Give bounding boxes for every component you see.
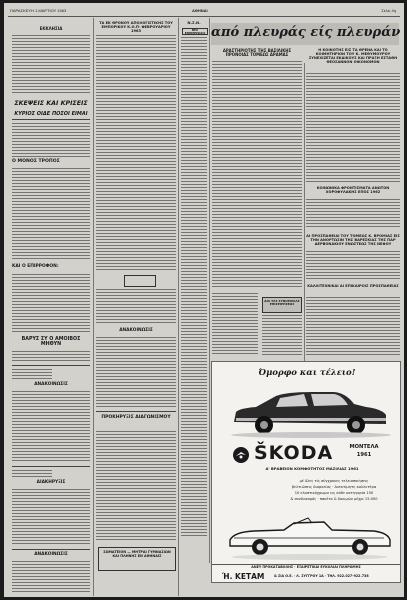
divider <box>12 549 90 550</box>
col2-bottom-box <box>98 547 176 571</box>
text-block <box>12 369 52 379</box>
column-divider <box>178 18 179 596</box>
ad-brand: ŠKODA <box>254 442 334 464</box>
ad-award: Α' ΒΡΑΒΕΙΟΝ ΚΟΜΦΟΤΗΤΟΣ ΜΑΣΙΛΙΑΣ 1961 <box>265 466 359 471</box>
text-block <box>12 168 90 261</box>
skoda-convertible-image <box>224 510 394 562</box>
page-header <box>4 8 404 15</box>
text-block <box>262 315 302 355</box>
text-block <box>212 293 258 355</box>
story-3-heading: ΚΟΙΝΩΝΙΚΑ ΦΡΟΝΤΙΣΜΑΤΑ ΑΝΩΤΟΝ ΧΟΡΟΦΥΛΑΚΗΣ ΕΠΟΣ 1962 <box>316 186 390 194</box>
ad-dealer-address: & ΣΙΑ Ο.Ε. · Λ. ΣΥΓΓΡΟΥ 1Α · ΤΗΛ. 922.027-922.738 <box>274 574 369 578</box>
col3-top-heading: Ν.Σ.Ν. <box>187 20 201 25</box>
ad-body-line2: βελτιώσεις διαρκείας · Ανεκτίμητη καλλυτέρα <box>291 485 377 489</box>
text-block <box>306 297 400 355</box>
skoda-sedan-image <box>216 382 398 440</box>
column-divider <box>304 63 305 363</box>
masthead-title: από πλευράς είς πλευράν <box>211 25 401 40</box>
column-divider <box>93 18 94 596</box>
text-block <box>212 61 302 289</box>
col3-sub-box-text: ΝΕΑ ΕΝΗΜΕΡΩΣΙΣ <box>184 28 206 36</box>
announcement-1: ΑΝΑΚΟΙΝΩΣΙΣ <box>34 382 68 387</box>
story-5-heading: ΚΑΛΛΙΤΕΧΝΙΚΑΙ ΑΙ ΕΠΙΚΑΙΡΟΙΣ ΠΡΟΣΠΑΘΕΙΑΣ <box>307 284 399 288</box>
text-block <box>12 351 90 361</box>
text-block <box>12 35 90 93</box>
text-block <box>12 489 90 545</box>
ad-body-line1: μέ δλες τίς σύγχρονες τελειοποιήσεις <box>299 479 369 483</box>
divider <box>12 365 90 366</box>
col2-lower-heading-2: ΠΡΟΚΗΡΥΞΙΣ ΔΙΑΓΩΝΙΣΜΟΥ <box>101 415 171 420</box>
right-label-box <box>262 297 302 313</box>
text-block <box>12 470 52 478</box>
sub-heading: ΚΥΡΙΟΣ ΟΙΔΕ ΠΟΣΟΙ ΕΙΜΑΙ <box>12 111 90 120</box>
col3-sub-box <box>182 28 208 35</box>
ad-body-line3: 10 ελαστικόχρωμα εις κάθε κατηγορία 150 <box>294 491 374 495</box>
story-2-heading: Η ΚΟΙΝΟΤΗΣ ΕΙΣ ΤΑ ΘΡΕΝΑ ΚΑΙ ΤΟ ΚΟΙΜΗΤΗΡΙΟΝ ΤΟΥ Κ. ΜΕΘΥΜΟΥΡΟΥ ΣΥΝΕΧΙΖΕΤΑΙ ΕΚΔΙΚΟΥΣ ΚΑΙ ΠΡΑΞΗ ΕΣΤΑΘΗ ΘΕΟΣΑΝΝΟΝ ΟΙΚΟΝΟΜΟΝ <box>308 48 398 64</box>
article-title: Ο ΜΟΝΟΣ ΤΡΟΠΟΣ <box>12 159 60 164</box>
col2-bottom-box-text: ΣΩΜΑΤΕΙΟΝ — ΜΗΤΡΑΙ ΓΥΜΝΑΣΙΩΝ ΚΑΙ ΠΛΗΝΗΣ ΕΝ ΑΘΗΝΑΙΣ <box>103 550 171 558</box>
story-4-heading: ΑΙ ΠΡΟΣΠΑΘΕΙΑΙ ΤΟΥ ΤΟΜΕΩΣ Κ. ΒΡΟΜΙΑΣ ΕΙΣ ΤΗΝ ΑΝΟΡΤΩΣΙΝ ΤΗΣ ΒΑΡΕΣΚΙΑΣ ΤΗΣ ΠΑΡ ΔΕΡΒΟΝΑΚΙΟΥ ΕΝΩΣΤΕΩΣ ΤΗΣ ΝΕΦΟΥ <box>306 234 400 246</box>
col2-top-heading: ΤΑ ΕΚ ΘΡΟΝΟΥ ΑΠΟΛΟΓΙΣΤΙΚΗΣ ΤΟΥ ΕΜΠΟΡΙΚΟΥ Κ.Ο.Π· ΦΕΒΡΟΥΑΡΙΟΥ 1963 <box>99 21 173 34</box>
col2-lower-heading: ΑΝΑΚΟΙΝΩΣΙΣ <box>119 328 153 333</box>
text-block <box>181 37 207 537</box>
section-heading: ΣΚΕΨΕΙΣ ΚΑΙ ΚΡΙΣΕΙΣ <box>14 99 88 107</box>
text-block <box>12 274 90 334</box>
newspaper-page <box>4 3 404 597</box>
sub-head-2: ΒΑΡΥΣ ΣΥ Ο ΑΜΟΙΒΟΣ ΜΗΘΥΝ <box>21 337 81 348</box>
text-block <box>12 561 90 593</box>
column-divider <box>209 18 210 563</box>
text-block <box>306 73 400 183</box>
announcement-3: ΑΝΑΚΟΙΝΩΣΙΣ <box>34 552 68 557</box>
header-date: ΠΑΡΑΣΚΕΥΗ 1 ΜΑΡΤΙΟΥ 1963 <box>10 8 67 13</box>
skoda-advertisement <box>211 361 401 583</box>
ad-body-line4: & συνδυασμός · πακέτο & δοκιμών μέχρι 15.000 <box>290 497 378 501</box>
text-block <box>306 199 400 229</box>
header-rule <box>8 16 400 17</box>
story-1-heading: ΔΡΑΣΤΗΡΙΟΤΗΣ ΤΗΣ ΒΑΣΙΛΙΚΗΣ ΠΡΟΝΟΙΑΣ ΤΟΜΕΩΣ ΔΡΑΜΑΣ <box>222 48 292 58</box>
ad-slogan: Όμορφο και τέλειο! <box>258 368 356 378</box>
ad-dealer-line: ΑΝΕΥ ΠΡΟΚΑΤΑΒΟΛΗΣ · ΕΞΑΙΡΕΤΙΚΑΙ ΕΥΚΟΛΙΑΙ ΠΛΗΡΩΜΗΣ <box>251 565 361 569</box>
text-block <box>12 123 90 157</box>
masthead-banner <box>211 23 399 45</box>
divider <box>12 466 90 467</box>
text-block <box>96 431 176 541</box>
ad-model-line1: ΜΟΝΤΕΛΑ <box>349 444 379 450</box>
right-label-box-text: ΔΙΑ ΤΑΣ ΣΥΝΟΜΙΛΙΑΣ ΕΠΙΧΕΙΡΗΣΕΩΣ <box>264 299 300 307</box>
divider <box>96 411 176 412</box>
text-block <box>96 289 176 325</box>
text-block <box>306 251 400 281</box>
mid-title: ΚΑΙ Ο ΕΠΙΡΡΟΦΟΝ: <box>12 264 59 269</box>
header-page-number: Σελίς 4η <box>381 8 396 13</box>
ad-model-line2: 1961 <box>356 452 372 458</box>
ad-dealer-name: Ή. ΚΕΤΑΜ <box>222 572 265 581</box>
text-block <box>96 337 176 409</box>
text-block <box>12 391 90 463</box>
skoda-logo-icon <box>232 446 250 464</box>
announcement-2: ΔΙΑΚΗΡΥΞΙΣ <box>36 480 66 485</box>
text-block <box>96 35 176 271</box>
header-paper: ΑΘΗΝΑΙ <box>192 8 208 13</box>
left-top-title: ΕΚΚΛΗΣΙΑ <box>39 26 63 31</box>
small-box <box>124 275 156 287</box>
